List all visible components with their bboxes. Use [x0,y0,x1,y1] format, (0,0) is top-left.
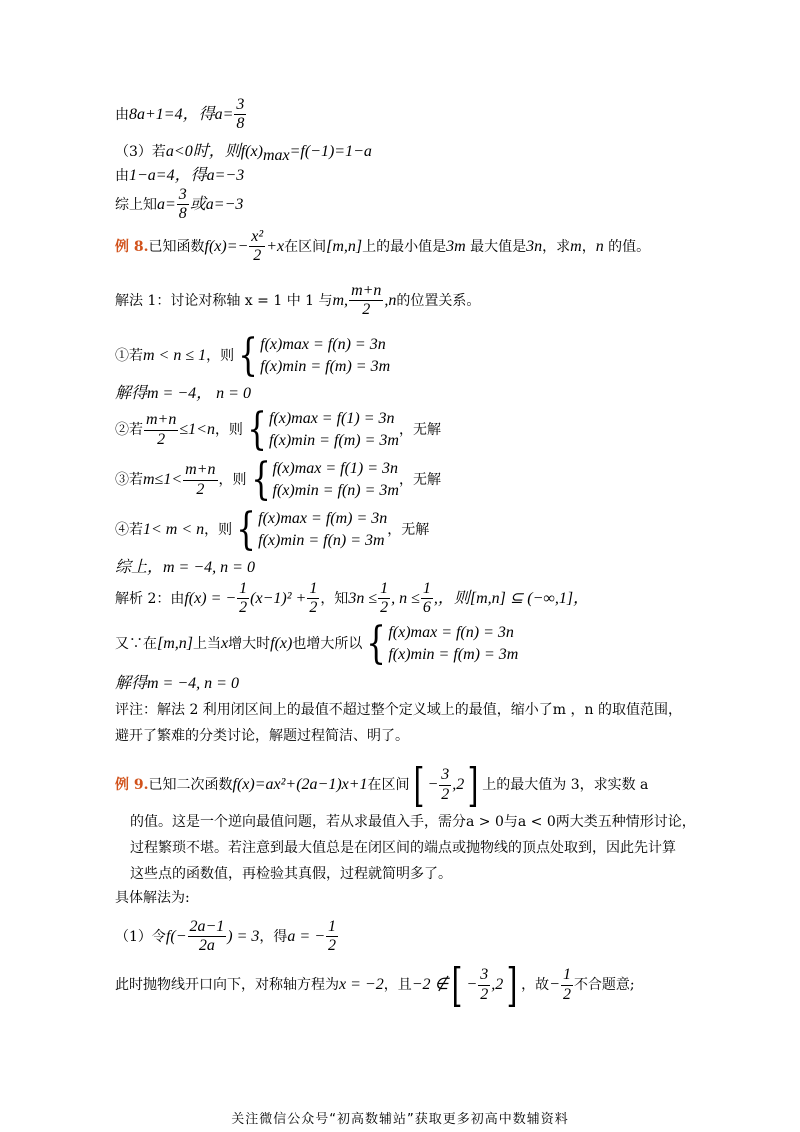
case-3: ③若m≤1< $\frac{m+n}{2}$ ，则{ f(x)max = f(1) = 3n f(x)min = f(n) = 3m ，无解 [115,454,441,505]
method-2-line-1: 解析 2：由f(x) = − $\frac{1}{2}$ (x−1)² + $\frac{1}{2}$ ，知3n ≤ $\frac{1}{2}$ , n ≤ $\frac{1}{6}$ ,，则[m,n] ⊆ (−∞,1]， [115,580,590,617]
method-2-line-2: 又∵在[m,n]上当x增大时f(x)也增大所以{ f(x)max = f(n) = 3n f(x)min = f(m) = 3m [115,618,519,669]
method-2-solution: 解得m = −4, n = 0 [115,675,239,692]
example-9-statement: 例 9.已知二次函数f(x)=ax²+(2a−1)x+1在区间[ − $\frac{3}{2}$ ,2] 上的最大值为 3，求实数 a [115,758,649,812]
solution-1: 解得m = −4， n = 0 [115,385,251,402]
footer-note: 关注微信公众号“初高数辅站”获取更多初高中数辅资料 [231,1112,569,1127]
example-9-step-1: （1）令f(− $\frac{2a-1}{2a}$ ) = 3，得a = − $\frac{1}{2}$ [115,918,337,955]
example-9-step-2: 此时抛物线开口向下，对称轴方程为x = −2，且−2 ∉[ − $\frac{3}{2}$ ,2] ，故− $\frac{1}{2}$ 不合题意; [115,958,635,1012]
line-summary-a: 综上知a= $\frac{3}{8}$ 或a=−3 [115,186,244,223]
line-case3: （3）若a<0时，则$f(x)_{max}=f(-1)=1-a$ [115,143,372,164]
method-1-title: 解法 1：讨论对称轴 x = 1 中 1 与m, $\frac{m+n}{2}$ ,n的位置关系。 [115,282,481,319]
case-4: ④若1< m < n，则{ f(x)max = f(m) = 3n f(x)min = f(n) = 3m ，无解 [115,504,430,555]
case-1: ①若m < n ≤ 1，则{ f(x)max = f(n) = 3n f(x)min = f(m) = 3m [115,330,391,381]
example-9-line-4: 这些点的函数值，再检验其真假，过程就简明多了。 [130,866,452,882]
comment-line-2: 避开了繁难的分类讨论，解题过程简洁、明了。 [115,728,409,744]
example-8-statement: 例 8.已知函数f(x)=− $\frac{\text{x²}}{2}$ +x在区间[m,n]上的最小值是3m 最大值是3n，求m，n 的值。 [115,228,651,265]
example-9-line-2: 的值。这是一个逆向最值问题，若从求最值入手，需分a > 0与a < 0两大类五种情形讨论， [130,814,696,830]
example-8-label: 例 8. [115,238,149,255]
comment-line-1: 评注：解法 2 利用闭区间上的最值不超过整个定义域上的最值，缩小了m ，n 的取值范围， [115,702,682,718]
case-2: ②若 $\frac{m+n}{2}$ ≤1<n，则{ f(x)max = f(1) = 3n f(x)min = f(m) = 3m ，无解 [115,404,441,455]
example-9-label: 例 9. [115,777,149,793]
example-9-line-5: 具体解法为: [115,890,190,906]
method-1-summary: 综上，m = −4, n = 0 [115,559,255,576]
line-solve-8a: 由8a+1=4，得a= $\frac{3}{8}$ [115,96,245,133]
line-solve-1-a: 由1−a=4，得a=−3 [115,167,245,184]
example-9-line-3: 过程繁琐不堪。若注意到最大值总是在闭区间的端点或抛物线的顶点处取到，因此先计算 [130,840,676,856]
